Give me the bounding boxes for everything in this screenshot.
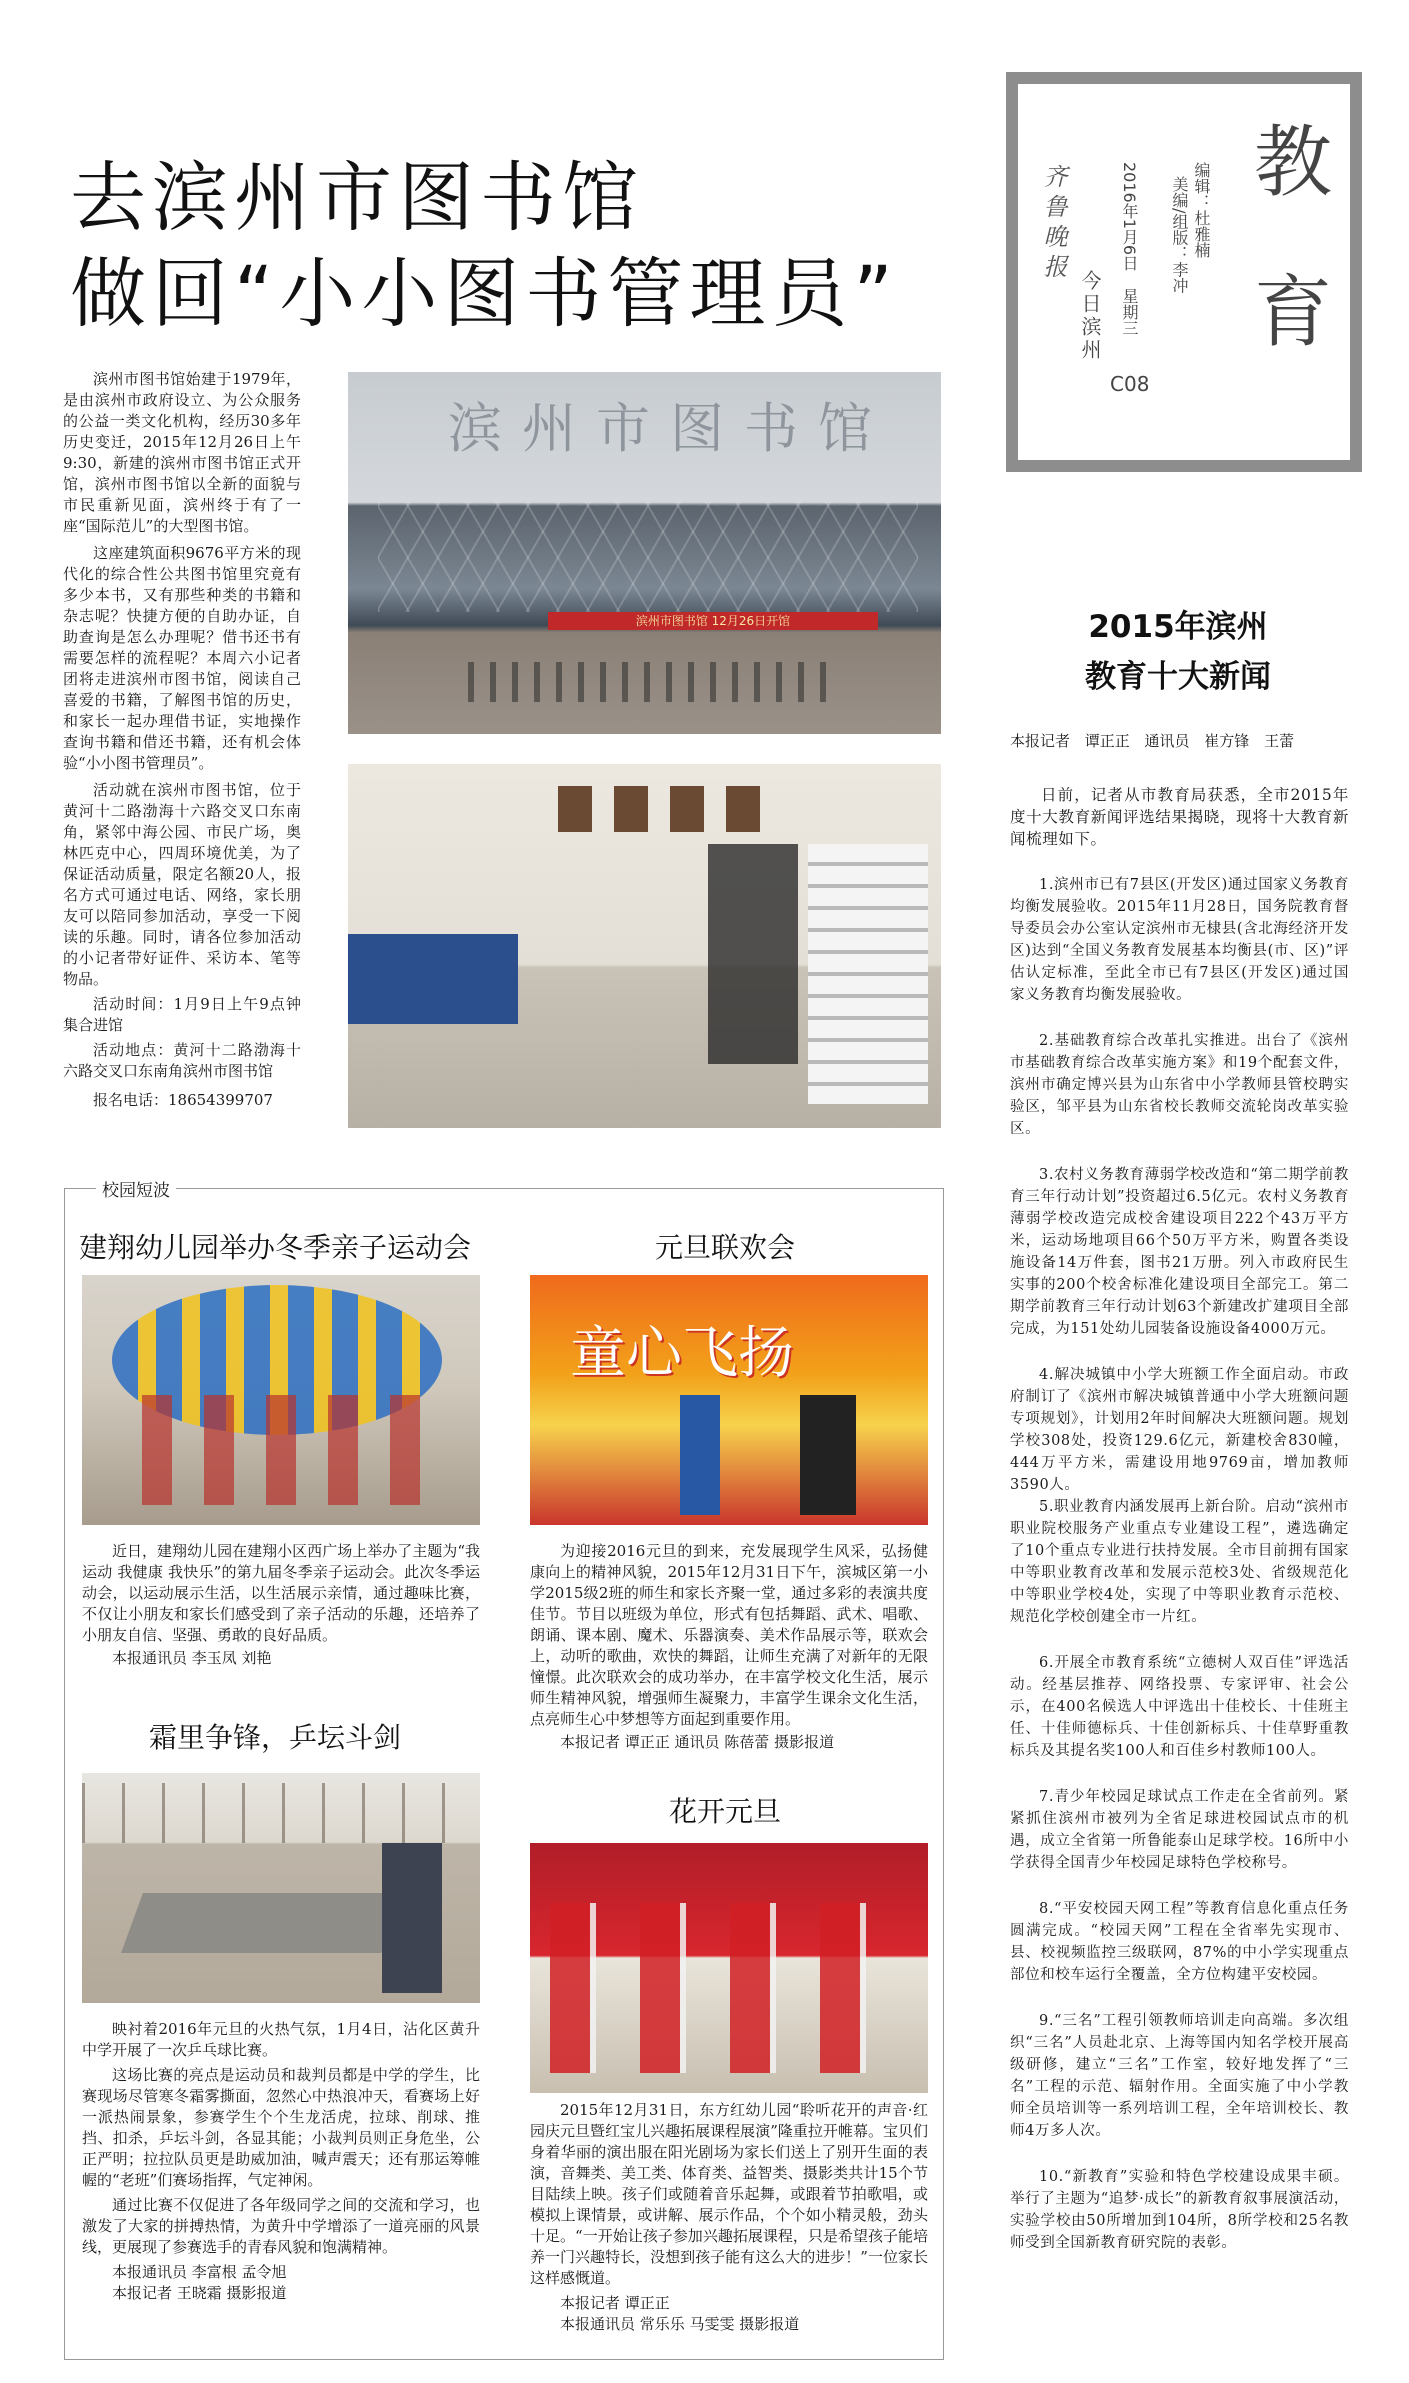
news-intro: 日前，记者从市教育局获悉，全市2015年度十大教育新闻评选结果揭晓，现将十大教育新闻梳理如下。 <box>1010 786 1349 848</box>
building-sign: 滨州市图书馆 <box>448 397 892 460</box>
kindergarten-article-title: 建翔幼儿园举办冬季亲子运动会 <box>78 1231 471 1264</box>
library-reading-room-photo <box>348 764 941 1128</box>
crowd <box>468 662 828 702</box>
kids-in-red <box>550 1903 910 2073</box>
stage-banner: 童心飞扬 <box>570 1321 794 1386</box>
kindergarten-article-text <box>82 1541 480 1669</box>
flowers-byline: 本报通讯员 常乐乐 马雯雯 摄影报道 <box>560 2315 800 2333</box>
glass-facade <box>378 502 918 612</box>
section-title: 教育 <box>1253 118 1332 358</box>
editor: 编辑：杜雅楠 <box>1192 162 1211 258</box>
table-tennis-title: 霜里争锋，乒坛斗剑 <box>148 1721 401 1754</box>
new-year-party-text <box>530 1541 928 1753</box>
kindergarten-paragraph: 近日，建翔幼儿园在建翔小区西广场上举办了主题为“我运动 我健康 我快乐”的第九届冬季亲子运动会。此次冬季运动会，以运动展示生活，以生活展示亲情，通过趣味比赛，不仅让小朋友和家长们感受到了亲子活动的乐趣，还培养了小朋友自信、坚强、勇敢的良好品质。 <box>82 1542 480 1644</box>
flowers-byline: 本报记者 谭正正 <box>560 2294 670 2312</box>
bookshelf <box>808 844 928 1104</box>
reading-visitors <box>708 844 798 1064</box>
masthead-inner <box>1018 84 1350 460</box>
top-news-title-line2: 教育十大新闻 <box>1085 659 1271 695</box>
masthead <box>1006 72 1362 472</box>
top-news-byline: 本报记者 谭正正 通讯员 崔方锋 王蕾 <box>1010 732 1295 750</box>
ping-pong-table <box>121 1893 403 1953</box>
designer: 美编/组版：李冲 <box>1170 176 1189 294</box>
player <box>382 1843 442 1993</box>
news-item: 3.农村义务教育薄弱学校改造和“第二期学前教育三年行动计划”投资超过6.5亿元。农村义务教育薄弱学校改造完成校舍建设项目222个43万平方米，运动场地项目66个50万平方米，购置各类设施设备14万件套，图书21万册。列入市政府民生实事的200个校舍标准化建设项目全部完工。第二期学前教育三年行动计划63个新建改扩建项目全部完成，为151处幼儿园装备设施设备4000万元。 <box>1010 1167 1349 1337</box>
region-name: 今日滨州 <box>1078 270 1102 362</box>
news-item: 6.开展全市教育系统“立德树人双百佳”评选活动。经基层推荐、网络投票、专家评审、社会公示，在400名候选人中评选出十佳校长、十佳班主任、十佳师德标兵、十佳创新标兵、十佳草野重教标兵及其提名奖100人和百佳乡村教师100人。 <box>1010 1655 1349 1759</box>
activity-place: 活动地点：黄河十二路渤海十六路交叉口东南角滨州市图书馆 <box>63 1041 301 1080</box>
tennis-byline: 本报记者 王晓霜 摄影报道 <box>112 2284 287 2302</box>
table-tennis-text <box>82 2019 480 2304</box>
activity-time: 活动时间：1月9日上午9点钟集合进馆 <box>63 995 301 1034</box>
signup-phone: 报名电话：18654399707 <box>93 1091 273 1109</box>
main-paragraph: 滨州市图书馆始建于1979年，是由滨州市政府设立、为公众服务的公益一类文化机构，经历30多年历史变迁，2015年12月26日上午9:30，新建的滨州市图书馆正式开馆，滨州市图书馆以全新的面貌与市民重新见面，滨州终于有了一座“国际范儿”的大型图书馆。 <box>63 370 301 535</box>
tennis-byline: 本报通讯员 李富根 孟令旭 <box>112 2263 287 2281</box>
paper-logo: 齐鲁晚报 <box>1039 164 1067 284</box>
children <box>142 1395 422 1505</box>
page-number: C08 <box>1110 372 1150 396</box>
top-news-title-line1: 2015年滨州 <box>1088 609 1268 645</box>
tennis-paragraph: 通过比赛不仅促进了各年级同学之间的交流和学习，也激发了大家的拼搏热情，为黄升中学增添了一道亮丽的风景线，更展现了参赛选手的青春风貌和饱满精神。 <box>82 2196 480 2256</box>
library-exterior-photo <box>348 372 941 734</box>
tennis-paragraph: 这场比赛的亮点是运动员和裁判员都是中学的学生，比赛现场尽管寒冬霜雾撕面，忽然心中热浪冲天，看赛场上好一派热闹景象，参赛学生个个生龙活虎，拉球、削球、推挡、扣杀，乒坛斗剑，各显其能；小裁判员则正身危坐，公正严明；拉拉队员更是助威加油，喊声震天；还有那运筹帷幄的“老班”们赛场指挥，气定神闲。 <box>82 2066 480 2189</box>
flowers-new-year-text <box>530 2100 928 2335</box>
party-byline: 本报记者 谭正正 通讯员 陈蓓蕾 摄影报道 <box>560 1733 835 1751</box>
new-year-party-title: 元旦联欢会 <box>654 1231 795 1264</box>
top-news-title <box>1000 602 1356 702</box>
trees <box>82 1783 480 1843</box>
news-item: 9.“三名”工程引领教师培训走向高端。多次组织“三名”人员赴北京、上海等国内知名学校开展高级研修，建立“三名”工作室，较好地发挥了“三名”工程的示范、辐射作用。全面实施了中小学教师全员培训等一系列培训工程，全年培训校长、教师4万多人次。 <box>1010 2013 1349 2139</box>
news-item: 8.“平安校园天网工程”等教育信息化重点任务圆满完成。“校园天网”工程在全省率先实现市、县、校视频监控三级联网，87%的中小学实现重点部位和校车运行全覆盖，全方位构建平安校园。 <box>1010 1901 1349 1983</box>
party-paragraph: 为迎接2016元旦的到来，充发展现学生风采，弘扬健康向上的精神风貌，2015年12月31日下午，滨城区第一小学2015级2班的师生和家长齐聚一堂，通过多彩的表演共度佳节。节目以班级为单位，形式有包括舞蹈、武术、唱歌、朗诵、课本剧、魔术、乐器演奏、美术作品展示等，联欢会上，动听的歌曲，欢快的舞蹈，让师生充满了对新年的无限憧憬。此次联欢会的成功举办，在丰富学校文化生活，展示师生精神风貌，增强师生凝聚力，丰富学生课余文化生活，点亮师生心中梦想等方面起到重要作用。 <box>530 1542 928 1728</box>
table-tennis-photo <box>82 1773 480 2003</box>
kindergarten-sports-photo <box>82 1275 480 1525</box>
news-item: 2.基础教育综合改革扎实推进。出台了《滨州市基础教育综合改革实施方案》和19个配套文件，滨州市确定博兴县为山东省中小学教师县管校聘实验区，邹平县为山东省校长教师交流轮岗改革实验区。 <box>1010 1033 1349 1137</box>
performer-boy <box>680 1395 720 1515</box>
flowers-new-year-photo <box>530 1843 928 2093</box>
editor-info <box>1168 162 1212 372</box>
new-year-party-photo <box>530 1275 928 1525</box>
news-item: 4.解决城镇中小学大班额工作全面启动。市政府制订了《滨州市解决城镇普通中小学大班额问题专项规划》，计划用2年时间解决大班额问题。规划学校308处，投资129.6亿元，新建校舍830幢，444万平方米，需建设用地9769亩，增加教师3590人。 <box>1010 1367 1349 1493</box>
main-title-line2: 做回“小小图书管理员” <box>70 249 899 338</box>
kindergarten-byline: 本报通讯员 李玉凤 刘艳 <box>112 1649 272 1667</box>
red-banner: 滨州市图书馆 12月26日开馆 <box>548 612 878 630</box>
news-item: 10.“新教育”实验和特色学校建设成果丰硕。举行了主题为“追梦·成长”的新教育叙事展演活动，实验学校由50所增加到104所，8所学校和25名教师受到全国新教育研究院的表彰。 <box>1010 2169 1349 2251</box>
top-news-list <box>1010 784 1349 2254</box>
date: 2016年1月6日 <box>1120 162 1139 272</box>
main-title-line1: 去滨州市图书馆 <box>70 153 644 242</box>
flowers-new-year-title: 花开元旦 <box>668 1795 781 1828</box>
issue-date <box>1118 162 1140 352</box>
news-item: 5.职业教育内涵发展再上新台阶。启动“滨州市职业院校服务产业重点专业建设工程”，遴选确定了10个重点专业进行扶持发展。全市目前拥有国家中等职业教育改革和发展示范校3处、省级规范化中等职业学校4处，实现了中等职业教育示范校、规范化学校创建全市一片红。 <box>1010 1499 1349 1625</box>
portrait-frames <box>558 786 778 832</box>
news-item: 7.青少年校园足球试点工作走在全省前列。紧紧抓住滨州市被列为全省足球进校园试点市的机遇，成立全省第一所鲁能泰山足球学校。16所中小学获得全国青少年校园足球特色学校称号。 <box>1010 1789 1349 1871</box>
main-paragraph: 活动就在滨州市图书馆，位于黄河十二路渤海十六路交叉口东南角，紧邻中海公园、市民广场，奥林匹克中心，四周环境优美，为了保证活动质量，限定名额20人，报名方式可通过电话、网络，家长朋友可以陪同参加活动，享受一下阅读的乐趣。同时，请各位参加活动的小记者带好证件、采访本、笔等物品。 <box>63 781 301 988</box>
main-paragraph: 这座建筑面积9676平方米的现代化的综合性公共图书馆里究竟有多少本书，又有那些种类的书籍和杂志呢？快捷方便的自助办证，自助查询是怎么办理呢？借书还书有需要怎样的流程呢？本周六小记者团将走进滨州市图书馆，阅读自己喜爱的书籍，了解图书馆的历史，和家长一起办理借书证，实地操作查询书籍和借还书籍，还有机会体验“小小图书管理员”。 <box>63 544 301 772</box>
performer-woman <box>800 1395 856 1515</box>
tennis-paragraph: 映衬着2016年元旦的火热气氛，1月4日，沾化区黄升中学开展了一次乒乓球比赛。 <box>82 2020 480 2059</box>
flowers-paragraph: 2015年12月31日，东方红幼儿园“聆听花开的声音·红园庆元旦暨红宝儿兴趣拓展课程展演”隆重拉开帷幕。宝贝们身着华丽的演出服在阳光剧场为家长们送上了别开生面的表演，音舞类、美工类、体育类、益智类、摄影类共计15个节目陆续上映。孩子们或随着音乐起舞，或跟着节拍歌唱，或模拟上课情景，或讲解、展示作品，个个如小精灵般，劲头十足。“一开始让孩子参加兴趣拓展课程，只是希望孩子能培养一门兴趣特长，没想到孩子能有这么大的进步！”一位家长这样感慨道。 <box>530 2101 928 2287</box>
main-article-text <box>63 369 301 1111</box>
weekday: 星期三 <box>1120 288 1139 337</box>
sofa <box>348 934 518 1024</box>
campus-news-label: 校园短波 <box>96 1176 176 1201</box>
news-item: 1.滨州市已有7县区(开发区)通过国家义务教育均衡发展验收。2015年11月28日，国务院教育督导委员会办公室认定滨州市无棣县(含北海经济开发区)达到“全国义务教育发展基本均衡县(市、区)”评估认定标准，至此全市已有7县区(开发区)通过国家义务教育均衡发展验收。 <box>1010 877 1349 1003</box>
